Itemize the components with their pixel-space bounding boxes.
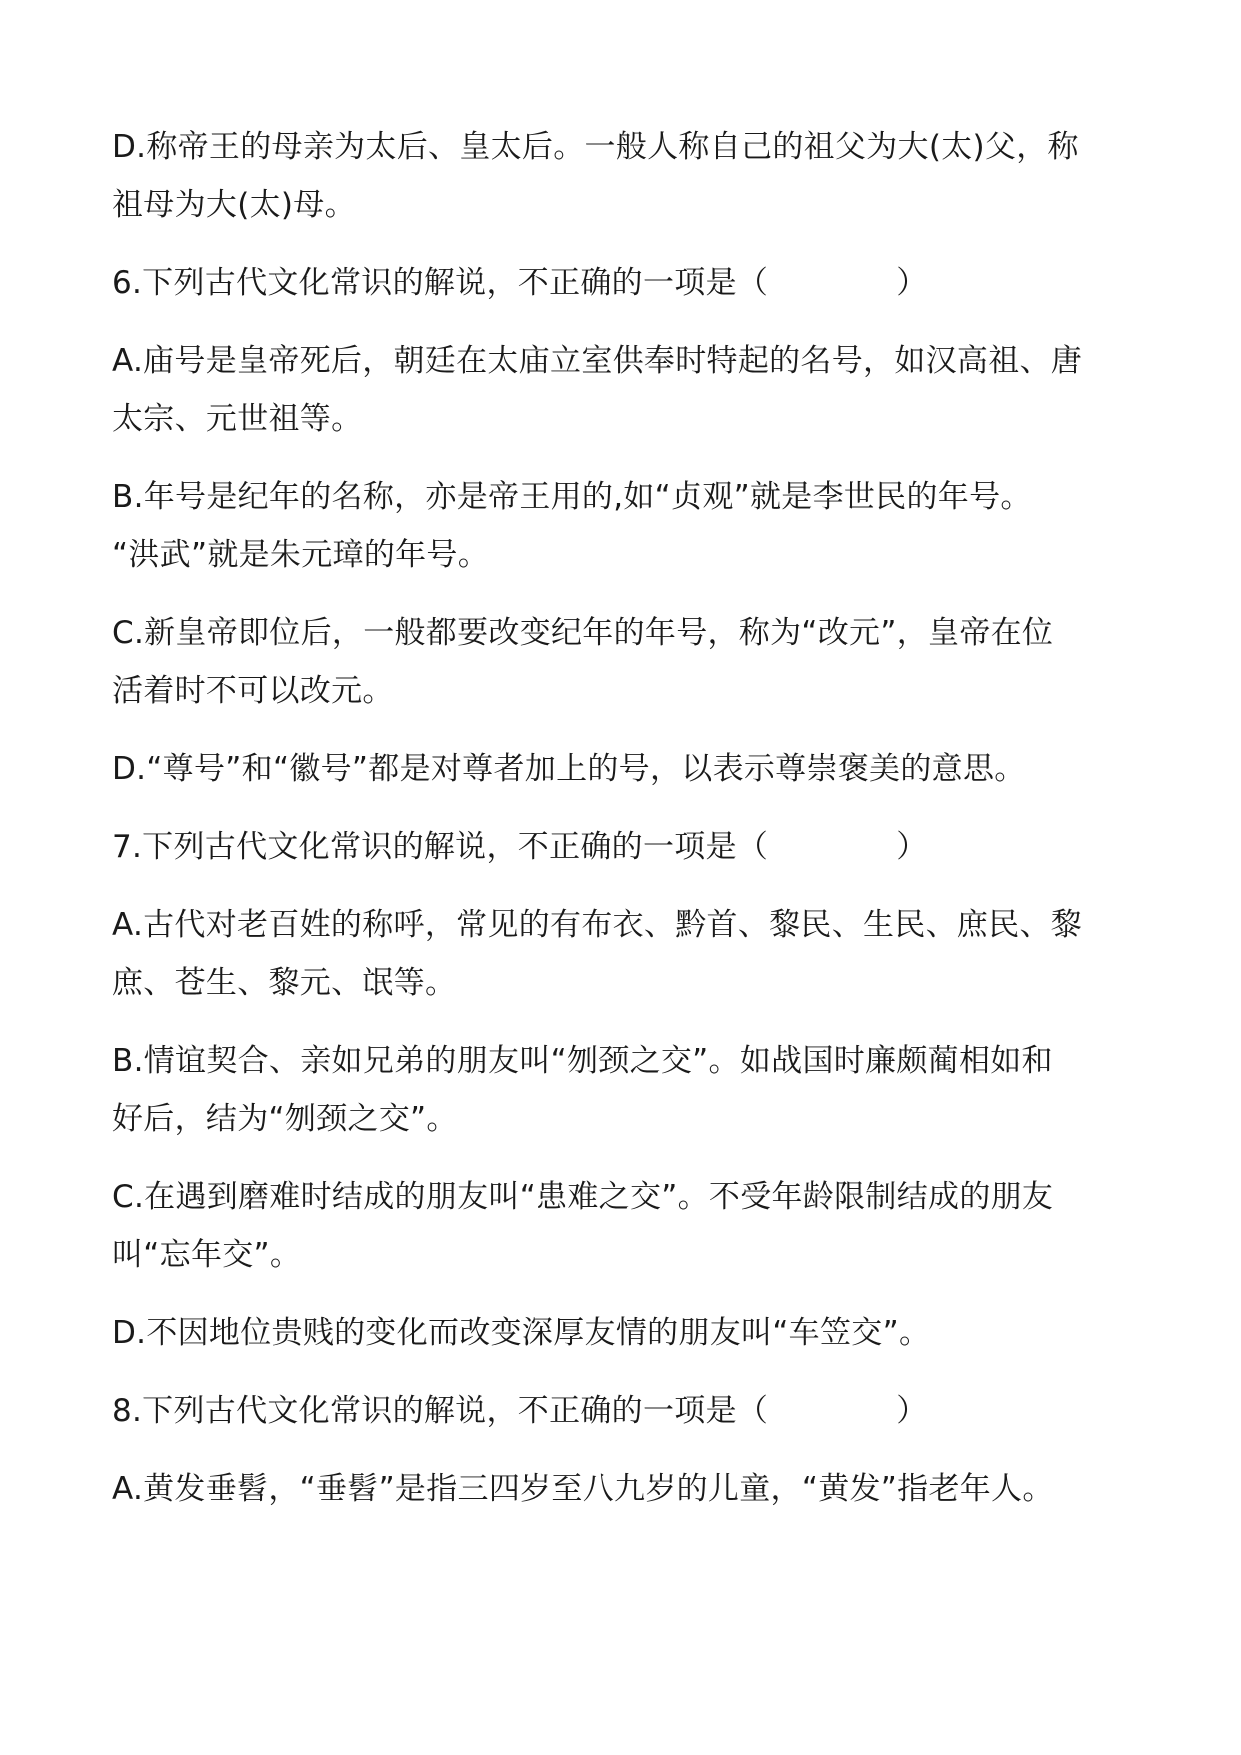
question-stem: 6.下列古代文化常识的解说，不正确的一项是（ — [112, 265, 769, 301]
option-b-q7 — [112, 1032, 1136, 1148]
option-c-q7 — [112, 1168, 1136, 1284]
text-line: C.新皇帝即位后，一般都要改变纪年的年号，称为“改元”，皇帝在位 — [112, 615, 1054, 651]
question-7 — [112, 818, 1136, 876]
text-line: C.在遇到磨难时结成的朋友叫“患难之交”。不受年龄限制结成的朋友 — [112, 1179, 1054, 1215]
option-a-q8 — [112, 1460, 1136, 1518]
option-c-q6 — [112, 604, 1136, 720]
question-line — [112, 818, 1136, 876]
text-line: D.称帝王的母亲为太后、皇太后。一般人称自己的祖父为大(太)父，称 — [112, 129, 1079, 165]
text-line: B.情谊契合、亲如兄弟的朋友叫“刎颈之交”。如战国时廉颇蔺相如和 — [112, 1043, 1053, 1079]
question-stem: 7.下列古代文化常识的解说，不正确的一项是（ — [112, 829, 769, 865]
option-b-q6 — [112, 468, 1136, 584]
question-6 — [112, 254, 1136, 312]
text-line: 活着时不可以改元。 — [112, 673, 394, 709]
question-close: ） — [896, 829, 928, 865]
text-line: D.“尊号”和“徽号”都是对尊者加上的号，以表示尊崇褒美的意思。 — [112, 751, 1026, 787]
text-line: 庶、苍生、黎元、氓等。 — [112, 965, 457, 1001]
text-line: B.年号是纪年的名称，亦是帝王用的,如“贞观”就是李世民的年号。 — [112, 479, 1032, 515]
text-line: 太宗、元世祖等。 — [112, 401, 363, 437]
question-8 — [112, 1382, 1136, 1440]
text-line: A.黄发垂髫，“垂髫”是指三四岁至八九岁的儿童，“黄发”指老年人。 — [112, 1471, 1054, 1507]
option-d-q7 — [112, 1304, 1136, 1362]
option-d-q5 — [112, 118, 1136, 234]
text-line: A.庙号是皇帝死后，朝廷在太庙立室供奉时特起的名号，如汉高祖、唐 — [112, 343, 1083, 379]
text-line: 好后，结为“刎颈之交”。 — [112, 1101, 458, 1137]
question-close: ） — [896, 1393, 928, 1429]
text-line: D.不因地位贵贱的变化而改变深厚友情的朋友叫“车笠交”。 — [112, 1315, 931, 1351]
text-line: “洪武”就是朱元璋的年号。 — [112, 537, 490, 573]
question-close: ） — [896, 265, 928, 301]
question-stem: 8.下列古代文化常识的解说，不正确的一项是（ — [112, 1393, 769, 1429]
text-line: 祖母为大(太)母。 — [112, 187, 356, 223]
document-page — [112, 118, 1136, 1538]
question-line — [112, 254, 1136, 312]
option-d-q6 — [112, 740, 1136, 798]
option-a-q7 — [112, 896, 1136, 1012]
text-line: A.古代对老百姓的称呼，常见的有布衣、黔首、黎民、生民、庶民、黎 — [112, 907, 1083, 943]
option-a-q6 — [112, 332, 1136, 448]
text-line: 叫“忘年交”。 — [112, 1237, 302, 1273]
question-line — [112, 1382, 1136, 1440]
